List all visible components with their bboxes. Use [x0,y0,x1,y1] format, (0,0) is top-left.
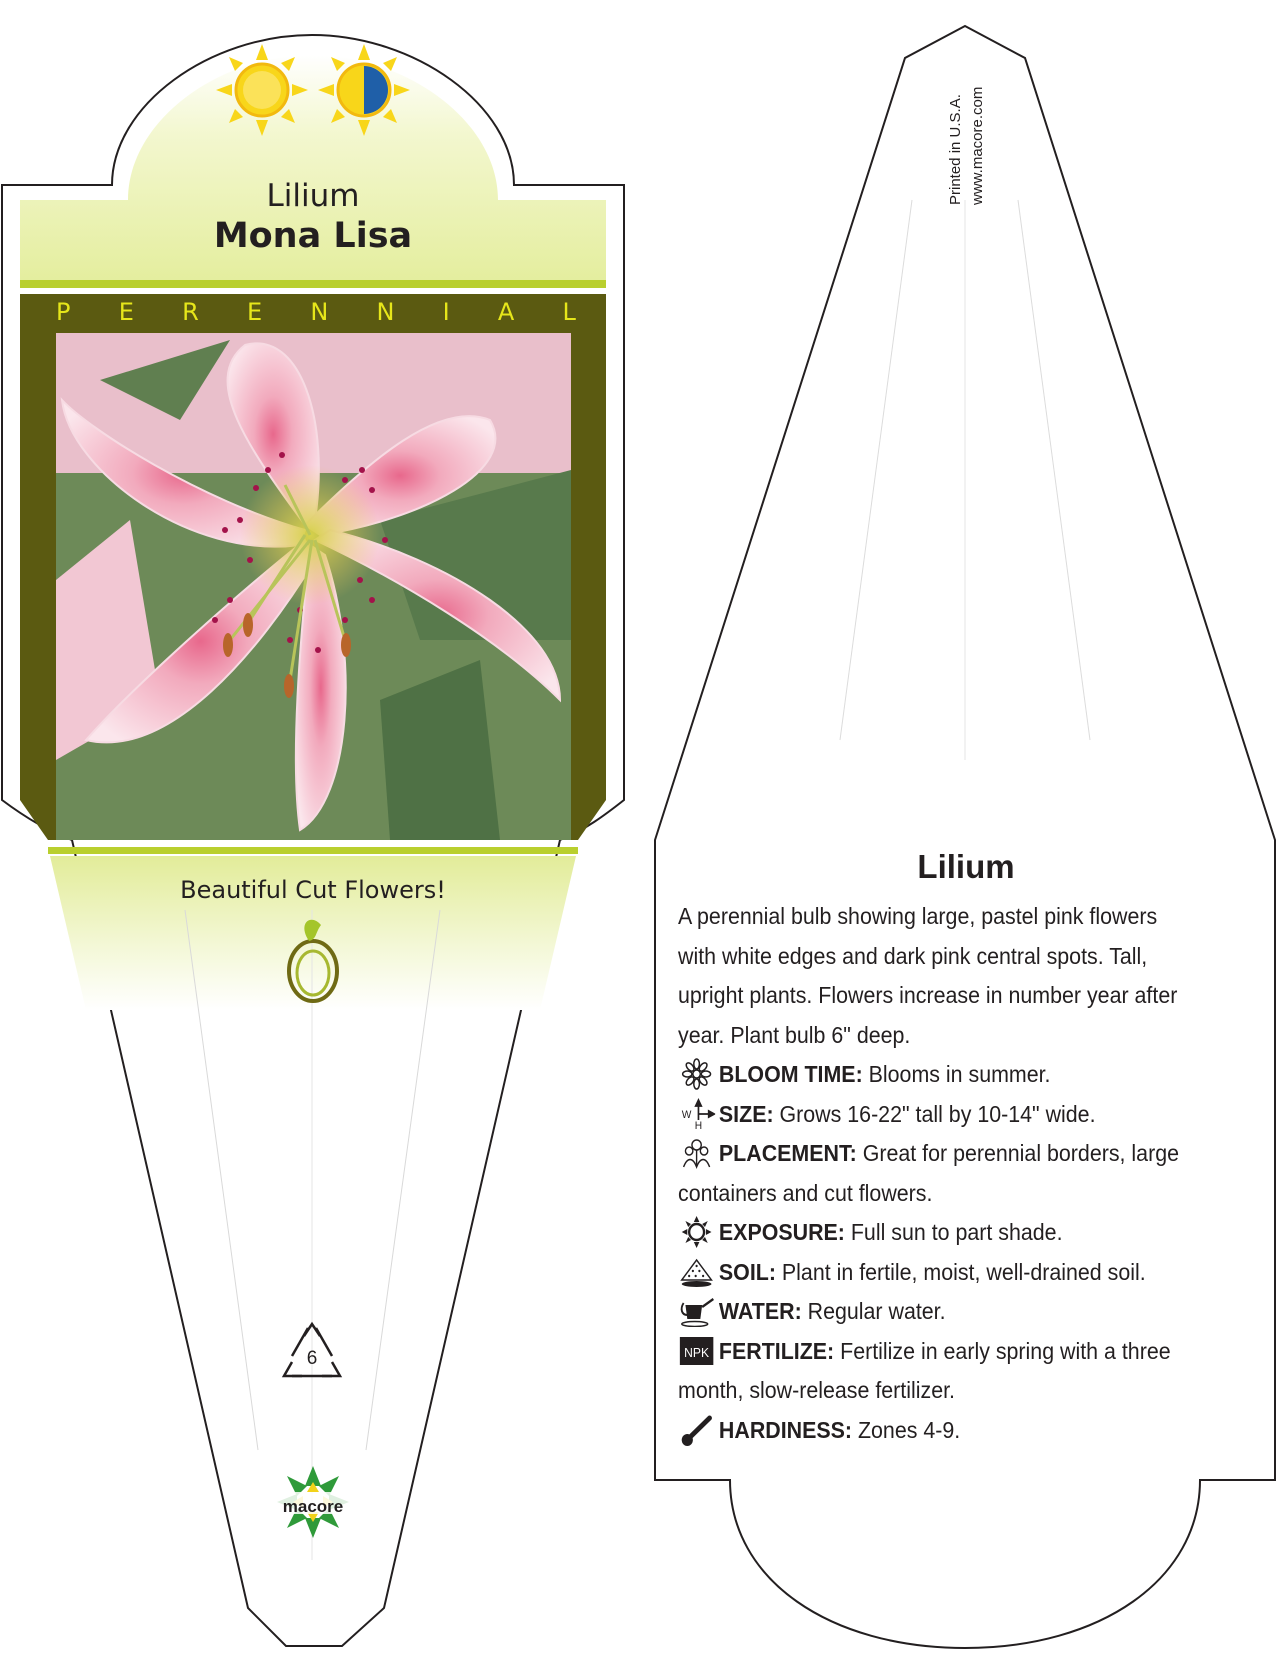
soil-icon [678,1256,715,1288]
category-letter: N [376,298,395,326]
recycle-code: 6 [306,1348,318,1369]
npk-icon [678,1335,715,1367]
placement-icon [678,1137,715,1169]
care-continuation: month, slow-release fertilizer. [678,1377,955,1403]
size-arrows-icon [678,1098,715,1130]
care-label: EXPOSURE: [718,1219,845,1245]
care-continuation: containers and cut flowers. [678,1179,933,1206]
category-letter: P [56,298,71,326]
back-description [678,897,1238,1450]
care-label: BLOOM TIME: [718,1061,863,1087]
lily-photo [56,333,571,840]
npk-text: NPK [684,1345,710,1360]
care-label: WATER: [718,1298,802,1324]
category-letter: E [118,298,134,326]
category-letter: R [182,298,199,326]
care-text: Plant in fertile, moist, well-drained soil. [781,1258,1146,1285]
front-tag [2,35,624,1646]
care-text: Grows 16-22" tall by 10-14" wide. [779,1100,1096,1127]
part-shade-icon [318,44,410,136]
back-title: Lilium [917,848,1015,885]
tagline: Beautiful Cut Flowers! [180,876,446,904]
care-text: Fertilize in early spring with a three [840,1337,1171,1364]
category-letter: I [442,298,450,326]
care-text: Full sun to part shade. [850,1219,1063,1245]
care-soil [678,1253,1238,1293]
description-line: A perennial bulb showing large, pastel pink flowers [678,903,1158,929]
category-letter: N [310,298,329,326]
size-h-label: H [694,1119,703,1130]
category-label [56,298,576,332]
care-placement [678,1134,1238,1174]
description-line: with white edges and dark pink central spots. Tall, [678,942,1148,969]
care-text: Zones 4-9. [857,1416,961,1443]
genus-name-front: Lilium [266,178,360,214]
care-text: Blooms in summer. [868,1061,1051,1087]
care-exposure [678,1213,1238,1253]
thermometer-icon [678,1414,715,1446]
category-letter: E [246,298,263,326]
description-line: upright plants. Flowers increase in number year after [678,982,1178,1008]
brand-name: macore [282,1497,344,1516]
category-letter: L [562,298,576,326]
care-label: SOIL: [718,1258,776,1285]
care-fertilize [678,1332,1238,1372]
category-letter: A [497,298,515,326]
description-line: year. Plant bulb 6" deep. [678,1021,911,1048]
care-label: PLACEMENT: [718,1140,857,1166]
care-hardiness [678,1411,1238,1451]
cultivar-name: Mona Lisa [213,216,413,256]
size-w-label: W [681,1108,692,1121]
care-text: Great for perennial borders, large [862,1140,1179,1166]
care-water [678,1292,1238,1332]
care-label: HARDINESS: [718,1416,853,1443]
flower-icon [678,1058,715,1090]
website: www.macore.com [969,86,986,205]
sun-icon [678,1216,715,1248]
care-text: Regular water. [807,1298,946,1324]
watering-can-icon [678,1295,715,1327]
printed-in: Printed in U.S.A. [947,94,964,205]
full-sun-icon [216,44,308,136]
care-label: SIZE: [718,1100,774,1127]
care-label: FERTILIZE: [718,1337,835,1364]
care-bloom-time [678,1055,1238,1095]
print-info [945,87,989,205]
care-size [678,1095,1238,1135]
